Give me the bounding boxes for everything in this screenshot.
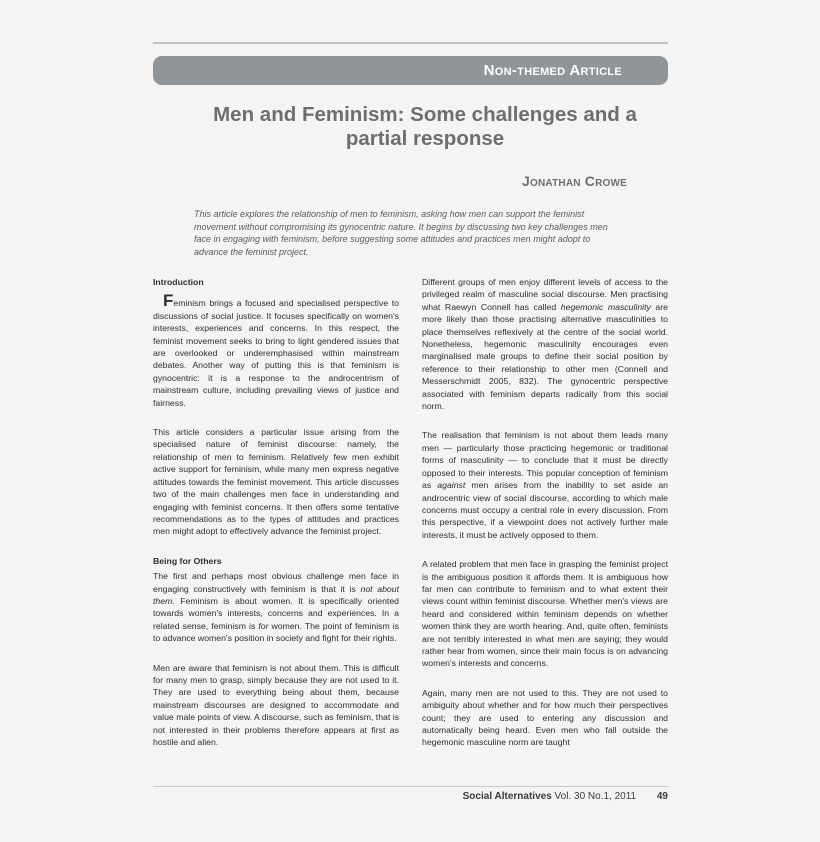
article-type-banner <box>153 56 668 85</box>
paragraph-text: are more likely than those practising alternative masculinities to place themselves reflexively at the centre of the social world. Nonetheless, hegemonic masculinity encourages even marginalised male groups to define their social position by reference to their relationship to other men (Connell and Messerschmidt 2005, 832). The gynocentric perspective associated with feminism departs radically from this social norm. <box>422 301 668 412</box>
paragraph: Men are aware that feminism is not about them. This is difficult for many men to grasp, simply because they are not used to it. They are used to everything being about them, because mainstream discourses are designed to accommodate and value male points of view. A discourse, such as feminism, that is not interested in their problems therefore appears at first as hostile and alien. <box>153 662 399 747</box>
journal-name: Social Alternatives <box>462 791 552 802</box>
paragraph: This article considers a particular issue arising from the specialised nature of feminist discourse: namely, the relationship of men to feminism. Relatively few men exhibit active support for feminism, while many men express negative attitudes towards the feminist movement. This article discusses two of the main challenges men face in understanding and engaging with feminist concerns. It then offers some tentative recommendations as to the types of attitudes and practices men might adopt to effectively advance the feminist project. <box>153 427 399 537</box>
drop-cap: F <box>163 291 174 311</box>
paragraph-text: Different groups of men enjoy different levels of access to the privileged realm of masculine social discourse. Men practising what Raewyn Connell has called <box>422 277 668 312</box>
section-heading-being-for-others: Being for Others <box>153 555 222 566</box>
emphasis-text: not about them <box>153 583 399 606</box>
paragraph-text: The realisation that feminism is not about them leads many men — particularly those practicing hegemonic or traditional forms of masculinity — to conclude that it must be directly opposed to their interests. This popular conception of feminism as <box>422 430 668 491</box>
paragraph <box>153 291 399 409</box>
emphasis-text: hegemonic masculinity <box>560 301 651 312</box>
section-heading-introduction: Introduction <box>153 277 204 287</box>
abstract: This article explores the relationship of men to feminism, asking how men can support the feminist movement without compromising its gynocentric nature. It begins by discussing two key challenges men face in engaging with feminism, before suggesting some attitudes and practices men might adopt to advance the feminist project. <box>194 209 608 258</box>
bottom-rule <box>153 786 668 787</box>
page-footer <box>463 791 668 802</box>
left-column <box>153 276 399 765</box>
right-column <box>422 276 668 766</box>
emphasis-text: against <box>437 480 466 491</box>
paragraph <box>422 429 668 541</box>
article-title: Men and Feminism: Some challenges and a partial response <box>213 103 637 150</box>
article-type-label: Non-themed Article <box>483 62 622 79</box>
top-rule <box>153 42 668 44</box>
emphasis-text: for <box>258 620 269 631</box>
paragraph-text: women. The point of feminism is to advance women's position in society and fight for their rights. <box>153 620 400 644</box>
paragraph <box>422 276 668 412</box>
paragraph <box>153 570 399 644</box>
paragraph: Again, many men are not used to this. They are not used to ambiguity about whether and for how much their perspectives count; they are used to entering any discussion and automatically being heard. Even men who fall outside the hegemonic masculine norm are taught <box>422 687 668 748</box>
paragraph-text: The first and perhaps most obvious challenge men face in engaging constructively with feminism is that it is <box>153 571 399 594</box>
paragraph-text: eminism brings a focused and specialised perspective to discussions of social justice. It focuses specifically on women's interests, experiences and concerns. In this respect, the feminist movement seeks to bring to light gendered issues that are overlooked or underemphasised within mainstream debates. Another way of putting this is that feminism is gynocentric: it is a response to the androcentrism of mainstream culture, including prevailing views of justice and fairness. <box>153 298 399 408</box>
paragraph-text: men arises from the inability to set aside an androcentric view of social discourse, according to which male concerns must occupy a central role in every discussion. From this perspective, if a viewpoint does not actively further male interests, it must be actively opposed to them. <box>422 480 668 540</box>
paragraph-text: . Feminism is about women. It is specifically oriented towards women's interests, concerns and experiences. In a related sense, feminism is <box>153 595 399 631</box>
author-name: Jonathan Crowe <box>522 173 627 189</box>
journal-volume: Vol. 30 No.1, 2011 <box>554 791 637 802</box>
page-number: 49 <box>656 791 668 802</box>
paragraph: A related problem that men face in grasping the feminist project is the ambiguous position it affords them. It is ambiguous how far men can contribute to feminism and to what extent their views count within feminist discourse. Whether men's views are heard and considered within feminism depends on whether women think they are worth hearing. And, quite often, feminists are not terribly interested in what men are saying; they would rather hear from women, since their main focus is on advancing women's interests and concerns. <box>422 559 668 669</box>
